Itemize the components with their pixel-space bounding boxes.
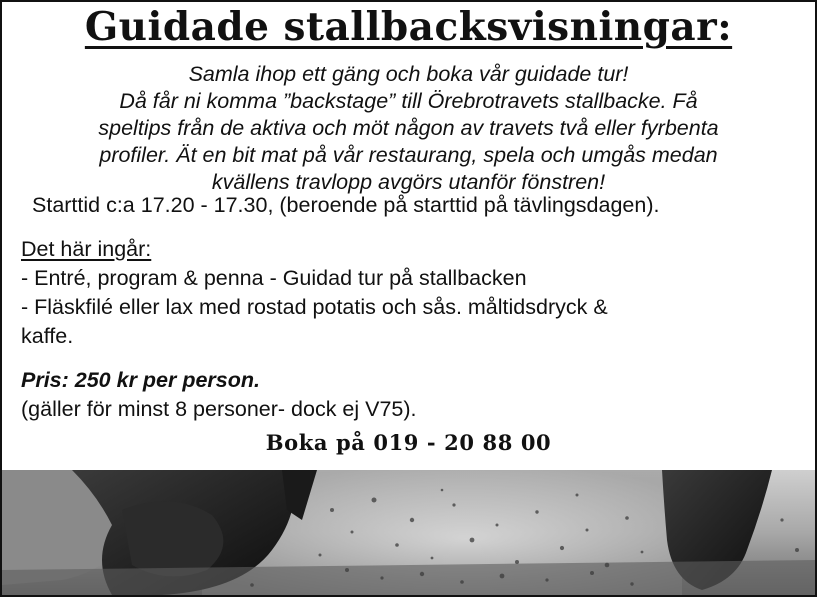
included-section [21,235,801,351]
included-line: - Entré, program & penna - Guidad tur på stallbacken [21,266,527,290]
start-time: Starttid c:a 17.20 - 17.30, (beroende på starttid på tävlingsdagen). [32,193,660,217]
intro-line: profiler. Ät en bit mat på vår restaurang, spela och umgås medan [99,143,718,167]
price-condition: (gäller för minst 8 personer- dock ej V75). [21,397,417,421]
included-line: kaffe. [21,324,74,348]
intro-line: speltips från de aktiva och möt någon av travets två eller fyrbenta [98,116,719,140]
intro-line: kvällens travlopp avgörs utanför fönstren! [211,170,606,194]
included-heading: Det här ingår: [21,237,152,261]
price-label: Pris: 250 kr per person. [21,368,260,392]
price-section [21,366,417,424]
page-title: Guidade stallbacksvisningar: [84,4,733,50]
intro-paragraph [2,61,815,196]
intro-line: Samla ihop ett gäng och boka vår guidade tur! [188,62,629,86]
trotting-horse-hooves-photo [2,470,815,595]
included-line: - Fläskfilé eller lax med rostad potatis och sås. måltidsdryck & [21,295,608,319]
booking-phone: Boka på 019 - 20 88 00 [265,430,552,455]
intro-line: Då får ni komma ”backstage” till Örebrotravets stallbacke. Få [119,89,698,113]
